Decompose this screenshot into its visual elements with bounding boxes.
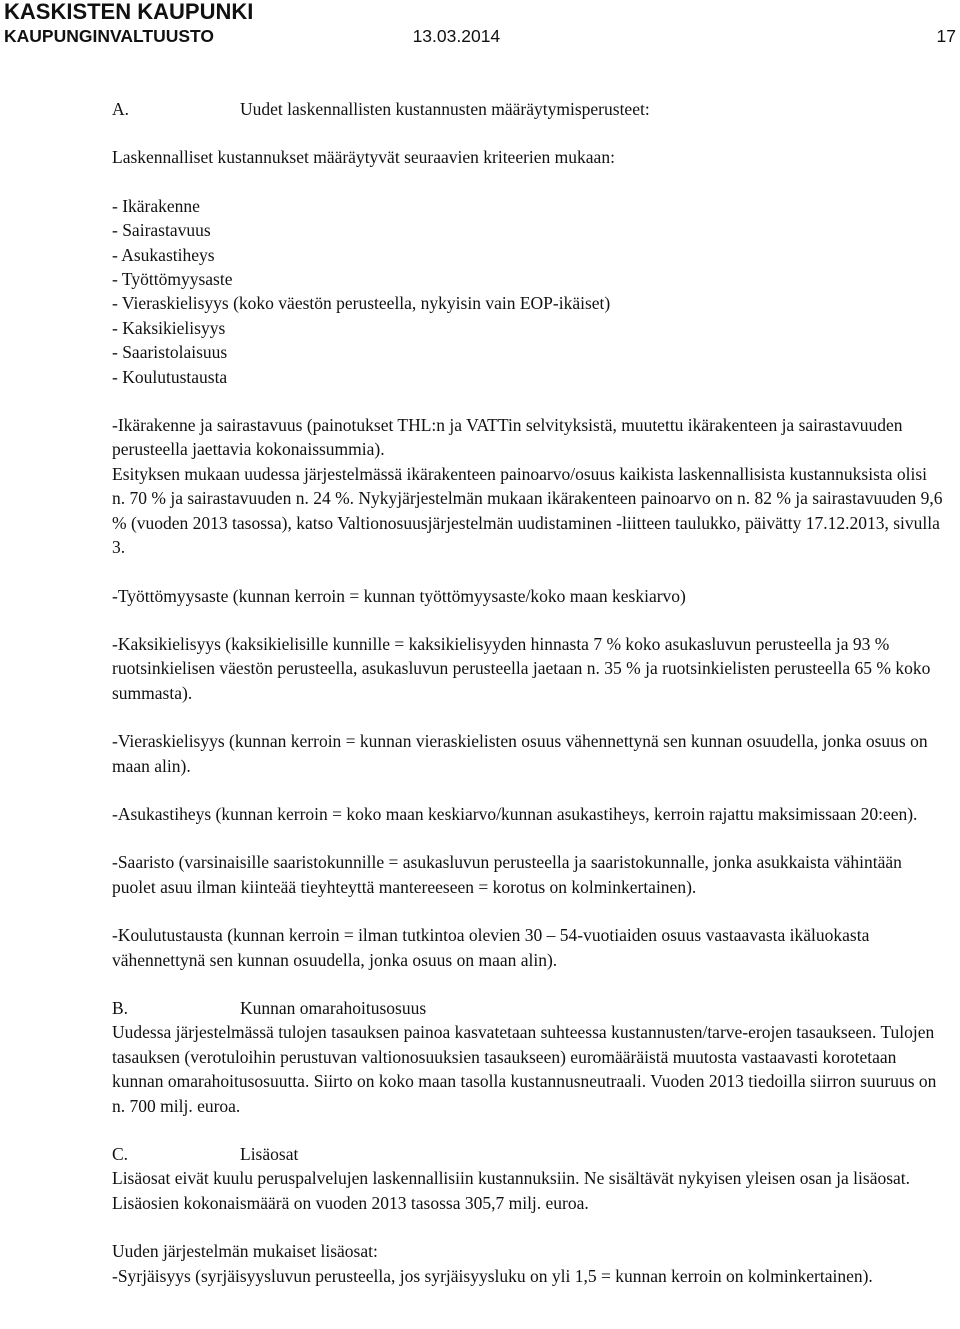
paragraph-ikarakenne: -Ikärakenne ja sairastavuus (painotukset THL:n ja VATTin selvityksistä, muutettu ikärakenteen ja sairastavuuden perusteella jaettavia kokonaissummia). — [112, 415, 903, 460]
section-c-title: Lisäosat — [240, 1144, 299, 1164]
page-header — [4, 0, 956, 48]
paragraph-saaristo: -Saaristo (varsinaisille saaristokunnille = asukasluvun perusteella ja saaristokunnalle, jonka asukkaista vähintään puolet asuu ilman kiinteää tieyhteyttä mantereeseen = korotus on kolminkertainen). — [112, 852, 902, 897]
section-a-heading — [112, 97, 944, 121]
section-b-letter: B. — [112, 997, 129, 1018]
criteria-list — [112, 194, 944, 389]
criteria-item: - Kaksikielisyys — [112, 317, 226, 338]
section-b-heading — [112, 996, 944, 1020]
criteria-item: - Ikärakenne — [112, 195, 200, 216]
council-name: KAUPUNGINVALTUUSTO — [4, 26, 214, 46]
document-body — [112, 97, 944, 1288]
paragraph-kaksikielisyys: -Kaksikielisyys (kaksikielisille kunnille = kaksikielisyyden hinnasta 7 % koko asukasluvun perusteella ja 93 % ruotsinkielisen väestön perusteella, asukasluvun perusteella jaetaan n. 35 % ja ruotsinkielisten perusteella 65 % koko summasta). — [112, 633, 931, 703]
criteria-item: - Koulutustausta — [112, 366, 228, 387]
criteria-item: - Asukastiheys — [112, 244, 215, 265]
organization-name: KASKISTEN KAUPUNKI — [4, 0, 254, 24]
section-c-new-title: Uuden järjestelmän mukaiset lisäosat: — [112, 1241, 378, 1262]
paragraph-asukastiheys: -Asukastiheys (kunnan kerroin = koko maan keskiarvo/kunnan asukastiheys, kerroin rajattu maksimissaan 20:een). — [112, 803, 918, 824]
header-meta — [4, 24, 956, 48]
section-b-body: Uudessa järjestelmässä tulojen tasauksen painoa kasvatetaan suhteessa kustannusten/tarve-erojen tasaukseen. Tulojen tasauksen (verotuloihin perustuvan valtionosuuksien tasaukseen) euromääräistä muutosta vastaavasti korotetaan kunnan omarahoitusosuutta. Siirto on koko maan tasolla kustannusneutraali. Vuoden 2013 tiedoilla siirron suuruus on n. 700 milj. euroa. — [112, 1022, 937, 1116]
criteria-item: - Työttömyysaste — [112, 269, 233, 290]
criteria-item: - Sairastavuus — [112, 220, 211, 241]
section-a-intro: Laskennalliset kustannukset määräytyvät seuraavien kriteerien mukaan: — [112, 147, 615, 168]
section-c-body: Lisäosat eivät kuulu peruspalvelujen laskennallisiin kustannuksiin. Ne sisältävät nykyisen yleisen osan ja lisäosat. Lisäosien kokonaismäärä on vuoden 2013 tasossa 305,7 milj. euroa. — [112, 1168, 911, 1213]
section-a-letter: A. — [112, 99, 130, 119]
section-c-heading — [112, 1142, 944, 1166]
criteria-item: - Saaristolaisuus — [112, 342, 228, 363]
section-c-letter: C. — [112, 1144, 129, 1164]
paragraph-koulutustausta: -Koulutustausta (kunnan kerroin = ilman tutkintoa olevien 30 – 54-vuotiaiden osuus vastaavasta ikäluokasta vähennettynä sen kunnan osuudella, jonka osuus on maan alin). — [112, 925, 870, 970]
section-a-title: Uudet laskennallisten kustannusten määräytymisperusteet: — [240, 99, 650, 119]
paragraph-syrjaisyys: -Syrjäisyys (syrjäisyysluvun perusteella, jos syrjäisyysluku on yli 1,5 = kunnan kerroin on kolminkertainen). — [112, 1265, 873, 1286]
meeting-date: 13.03.2014 — [412, 26, 501, 46]
section-b-title: Kunnan omarahoitusosuus — [240, 997, 427, 1018]
paragraph-esitys: Esityksen mukaan uudessa järjestelmässä ikärakenteen painoarvo/osuus kaikista laskennallisista kustannuksista olisi n. 70 % ja sairastavuuden n. 24 %. Nykyjärjestelmän mukaan ikärakenteen painoarvo on n. 82 % ja sairastavuuden 9,6 % (vuoden 2013 tasossa), katso Valtionosuusjärjestelmän uudistaminen -liitteen taulukko, päivätty 17.12.2013, sivulla 3. — [112, 463, 943, 558]
paragraph-vieraskielisyys: -Vieraskielisyys (kunnan kerroin = kunnan vieraskielisten osuus vähennettynä sen kunnan osuudella, jonka osuus on maan alin). — [112, 731, 928, 776]
page-number: 17 — [936, 26, 956, 46]
criteria-item: - Vieraskielisyys (koko väestön perusteella, nykyisin vain EOP-ikäiset) — [112, 293, 611, 314]
paragraph-tyottomyysaste: -Työttömyysaste (kunnan kerroin = kunnan työttömyysaste/koko maan keskiarvo) — [112, 585, 686, 606]
